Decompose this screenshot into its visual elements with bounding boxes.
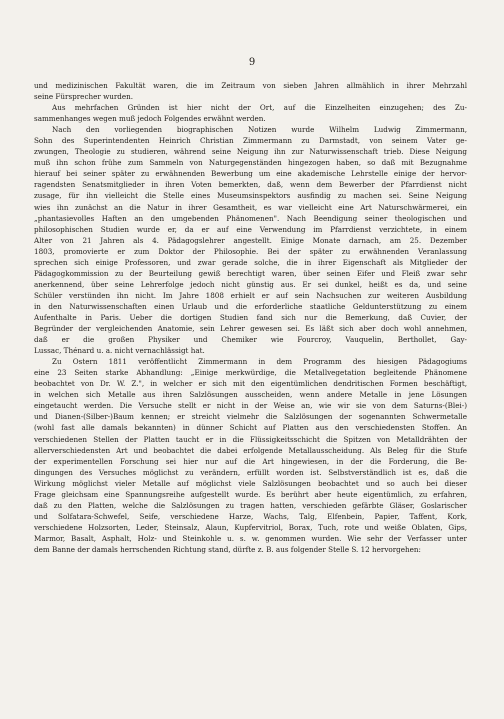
text-line: und Solfatara-Schwefel, Seife, verschiedene Harze, Wachs, Talg, Elfenbein, Papier, Taffent, Kork,: [34, 511, 467, 521]
text-line: verschiedenen Stellen der Platten taucht er in die Flüssigkeitsschicht die Spitzen von Metalldrähten der: [34, 434, 467, 444]
paragraph: [34, 102, 467, 124]
text-line: Pädagogkommission zu der Beurteilung gewiß berechtigt waren, über seinen Eifer und Fleiß zwar sehr: [34, 268, 467, 278]
text-line: Marmor, Basalt, Asphalt, Holz- und Steinkohle u. s. w. genommen wurden. Wie sehr der Verfasser unter: [34, 533, 467, 543]
text-line: beobachtet von Dr. W. Z.", in welcher er sich mit den eigentümlichen dendritischen Formen beschäftigt,: [34, 379, 467, 389]
paragraph: [34, 80, 467, 102]
text-line: zwungen, Theologie zu studieren, während seine Neigung ihn zur Naturwissenschaft trieb. Diese Neigung: [34, 147, 467, 157]
text-line: hierauf bei seiner später zu erwähnenden Bewerbung um eine akademische Lehrstelle einige der hervor-: [34, 169, 467, 179]
text-line: dingungen des Versuches möglichst zu verändern, erfüllt worden ist. Selbstverständlich ist es, daß die: [34, 467, 467, 477]
text-line: sammenhanges wegen muß jedoch Folgendes erwähnt werden.: [34, 114, 266, 124]
text-line: muß ihn schon frühe zum Sammeln von Naturgegenständen hingezogen haben, so daß mit Bezugnahme: [34, 158, 467, 168]
text-line: (wohl fast alle damals bekannten) in dünner Schicht auf Platten aus den verschiedensten Stoffen. An: [34, 423, 467, 433]
text-line: Begründer der vergleichenden Anatomie, sein Lehrer gewesen sei. Es läßt sich aber doch wohl annehmen,: [34, 324, 467, 334]
text-line: und medizinischen Fakultät waren, die im Zeitraum von sieben Jahren allmählich in ihrer Mehrzahl: [34, 81, 467, 90]
text-line: daß er die großen Physiker und Chemiker wie Fourcroy, Vauquelin, Berthollet, Gay-: [34, 335, 467, 345]
text-line: Wirkung möglichst vieler Metalle auf möglichst viele Salzlösungen beobachtet und so auch bei dieser: [34, 478, 467, 488]
text-line: seine Fürsprecher wurden.: [34, 92, 134, 102]
text-line: Aus mehrfachen Gründen ist hier nicht der Ort, auf die Einzelheiten einzugehen; des Zu-: [52, 103, 467, 113]
text-line: wies ihn zunächst an die Natur in ihrer Gesamtheit, es war vielleicht eine Art Naturschwärmerei, ein: [34, 202, 467, 212]
text-line: daß zu den Platten, welche die Salzlösungen zu tragen hatten, verschieden gefärbte Gläser, Goslarischer: [34, 500, 467, 510]
text-line: Alter von 21 Jahren als 4. Pädagogslehrer angestellt. Einige Monate darnach, am 25. Dezember: [34, 235, 467, 245]
text-line: zusage, für ihn vielleicht die Stelle eines Museumsinspektors ausfindig zu machen sei. Seine Neigung: [34, 191, 467, 201]
text-line: Lussac, Thénard u. a. nicht vernachlässigt hat.: [34, 346, 205, 356]
text-line: der experimentellen Forschung sei hier nur auf die Art hingewiesen, in der die Forderung, die Be-: [34, 456, 467, 466]
page-number: 9: [248, 57, 256, 68]
text-line: eingetaucht werden. Die Versuche stellt er nicht in der Weise an, wie wir sie von dem Saturns-(Blei-): [34, 401, 467, 411]
text-line: in den Naturwissenschaften einen Urlaub und die erforderliche staatliche Geldunterstützung zu einem: [34, 301, 467, 311]
text-line: eine 23 Seiten starke Abhandlung: „Einige merkwürdige, die Metallvegetation begleitende Phänomene: [34, 368, 467, 378]
text-line: verschiedene Holzsorten, Leder, Steinsalz, Alaun, Kupfervitriol, Borax, Tuch, rote und weiße Oblaten, Gips,: [34, 522, 467, 532]
text-line: Nach den vorliegenden biographischen Notizen wurde Wilhelm Ludwig Zimmermann,: [52, 125, 467, 135]
text-line: ragendsten Senatsmitglieder in ihren Voten bemerkten, daß, wenn dem Bewerber der Pfarrdienst nicht: [34, 180, 467, 190]
text-line: 1803, promovierte er zum Doktor der Philosophie. Bei der später zu erwähnenden Veranlassung: [34, 246, 467, 256]
text-line: Zu Ostern 1811 veröffentlicht Zimmermann in dem Programm des hiesigen Pädagogiums: [52, 357, 467, 367]
paragraph: [34, 124, 467, 356]
text-line: anerkennend, über seine Lehrerfolge jedoch nicht günstig aus. Er sei dunkel, heißt es da, und seine: [34, 279, 467, 289]
text-line: in welchen sich Metalle aus ihren Salzlösungen ausscheiden, wenn andere Metalle in jene Lösungen: [34, 390, 467, 400]
text-line: dem Banne der damals herrschenden Richtung stand, dürfte z. B. aus folgender Stelle S. 12 hervorgehen:: [34, 544, 421, 554]
text-line: Sohn des Superintendenten Heinrich Christian Zimmermann zu Darmstadt, von seinem Vater ge-: [34, 136, 467, 146]
text-line: allerverschiedensten Art und beobachtet die dabei erfolgende Metallausscheidung. Als Beleg für die Stufe: [34, 445, 467, 455]
text-line: und Dianen-(Silber-)Baum kennen; er streicht vielmehr die Salzlösungen der sogenannten Schwermetalle: [34, 412, 467, 422]
text-line: „phantasievolles Haften an den umgebenden Phänomenen". Nach Beendigung seiner theologischen und: [34, 213, 467, 223]
text-line: Aufenthalte in Paris. Ueber die dortigen Studien fand sich nur die Bemerkung, daß Cuvier, der: [34, 312, 467, 322]
text-line: Frage gleichsam eine Spannungsreihe aufgestellt wurde. Es berührt aber heute eigentümlich, zu erfahren,: [34, 489, 467, 499]
paragraph: [34, 356, 467, 555]
text-line: sprechen sich einige Professoren, und zwar gerade solche, die in ihrer Eigenschaft als Mitglieder der: [34, 257, 467, 267]
body-text: [34, 80, 467, 555]
text-line: Schüler verstünden ihn nicht. Im Jahre 1808 erhielt er auf sein Nachsuchen zur weiteren Ausbildung: [34, 290, 467, 300]
text-line: philosophischen Studien wurde er, da er auf eine Verwendung im Pfarrdienst verzichtete, in einem: [34, 224, 467, 234]
